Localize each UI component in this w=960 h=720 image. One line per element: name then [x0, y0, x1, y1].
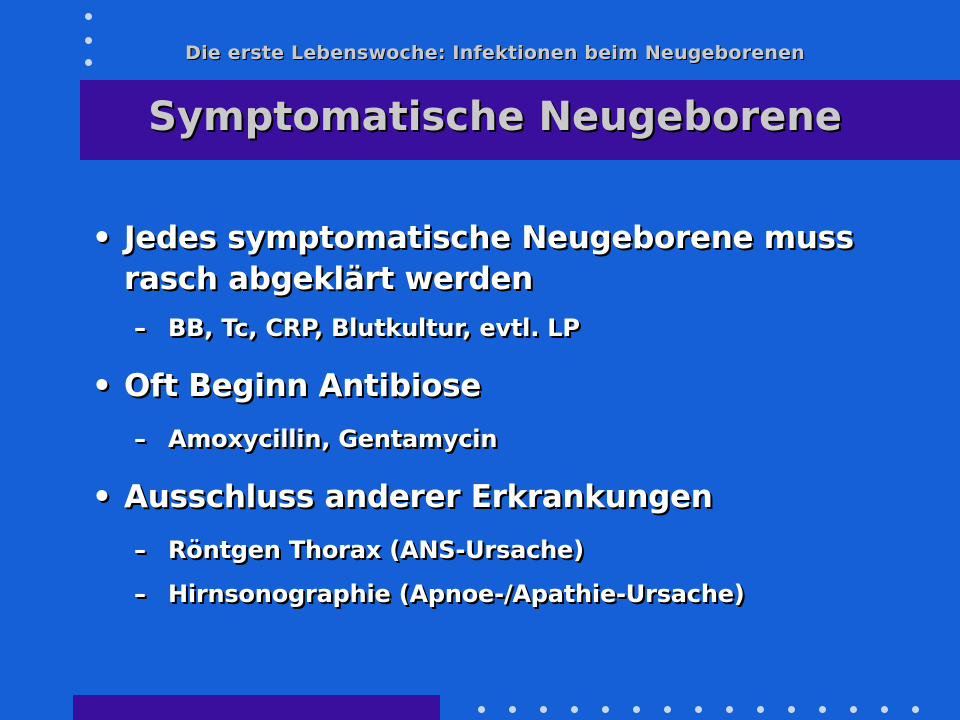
bullet-text-continued: rasch abgeklärt werden — [124, 261, 533, 297]
decorative-dot — [478, 706, 485, 713]
bullet-item — [90, 218, 910, 300]
decorative-dot — [633, 706, 640, 713]
sub-bullet-item — [90, 578, 910, 610]
dash-marker: – — [134, 580, 146, 608]
slide-supertitle: Die erste Lebenswoche: Infektionen beim Neugeborenen — [185, 42, 805, 64]
decorative-dot — [509, 706, 516, 713]
bullet-marker: • — [92, 479, 112, 515]
dash-marker: – — [134, 425, 146, 453]
decorative-dot — [602, 706, 609, 713]
sub-bullet-text: Hirnsonographie (Apnoe-/Apathie-Ursache) — [168, 580, 745, 608]
sub-bullet-text: BB, Tc, CRP, Blutkultur, evtl. LP — [168, 314, 580, 342]
sub-bullet-item — [90, 423, 910, 455]
decorative-dot — [850, 706, 857, 713]
slide-content — [90, 218, 910, 610]
bullet-item — [90, 477, 910, 518]
bullet-text: Oft Beginn Antibiose — [124, 368, 481, 404]
bottom-bar — [73, 695, 440, 720]
sub-bullet-text: Röntgen Thorax (ANS-Ursache) — [168, 536, 584, 564]
decorative-dot — [571, 706, 578, 713]
decorative-dot — [757, 706, 764, 713]
bullet-text: Ausschluss anderer Erkrankungen — [124, 479, 713, 515]
decorative-dot — [726, 706, 733, 713]
decorative-dot — [85, 13, 92, 20]
slide-title: Symptomatische Neugeborene — [148, 94, 842, 140]
decorative-dot — [819, 706, 826, 713]
decorative-dot — [540, 706, 547, 713]
decorative-dot — [788, 706, 795, 713]
sub-bullet-item — [90, 534, 910, 566]
bullet-item — [90, 366, 910, 407]
bullet-marker: • — [92, 368, 112, 404]
decorative-dot — [881, 706, 888, 713]
decorative-dot — [695, 706, 702, 713]
bullet-marker: • — [92, 220, 112, 256]
sub-bullet-text: Amoxycillin, Gentamycin — [168, 425, 498, 453]
dash-marker: – — [134, 536, 146, 564]
bullet-text: Jedes symptomatische Neugeborene muss — [124, 220, 854, 256]
decorative-dot — [664, 706, 671, 713]
dash-marker: – — [134, 314, 146, 342]
sub-bullet-item — [90, 312, 910, 344]
decorative-dot — [912, 706, 919, 713]
